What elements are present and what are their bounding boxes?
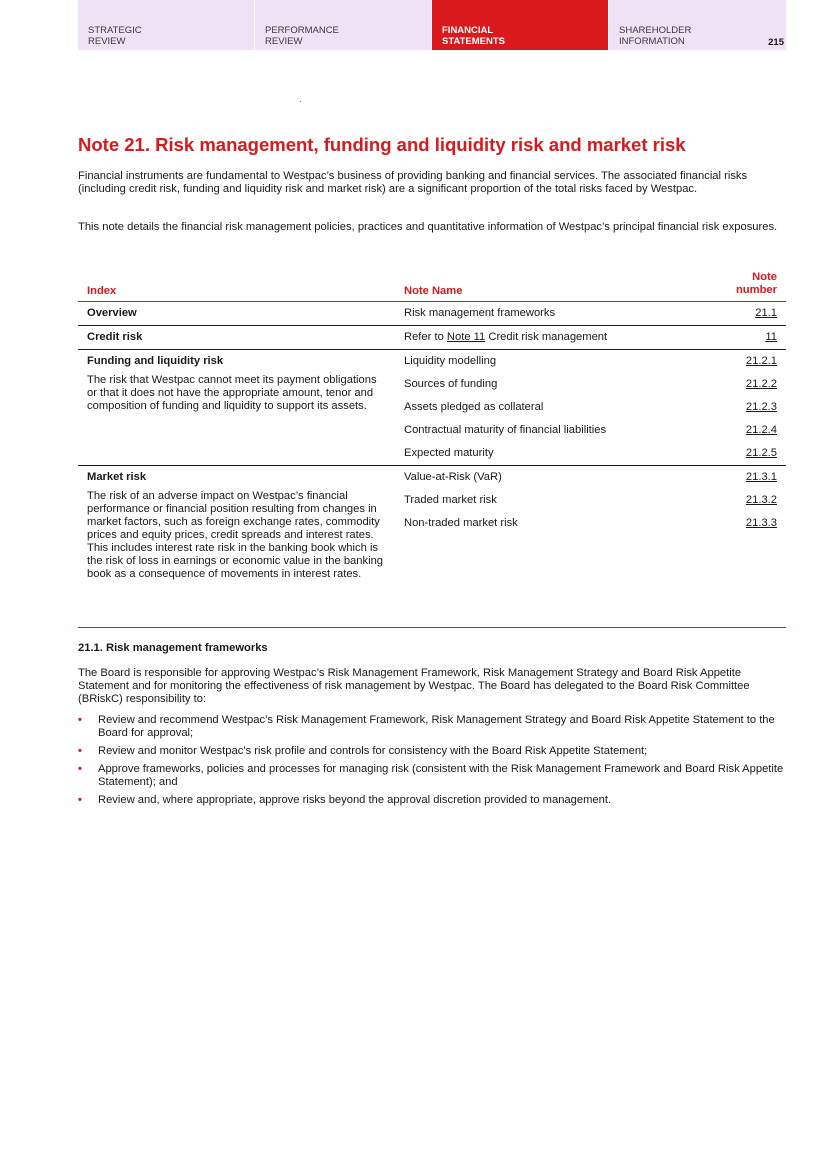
stray-dot: [300, 101, 301, 102]
table-group-funding-liquidity: [78, 350, 786, 466]
list-item: [78, 714, 786, 740]
tab-label-line2: REVIEW: [265, 36, 303, 47]
note-number-link[interactable]: 11: [765, 331, 777, 343]
tab-label-line2: INFORMATION: [619, 36, 685, 47]
tab-financial-statements[interactable]: [432, 0, 609, 50]
row-title: Funding and liquidity risk: [87, 355, 224, 367]
table-row: [404, 419, 786, 442]
table-group-market-risk: [78, 466, 786, 628]
note-name: Non-traded market risk: [404, 517, 518, 529]
list-item-text: Review and monitor Westpac’s risk profile and controls for consistency with the Board Risk Appetite Statement;: [98, 745, 648, 757]
header-index: Index: [87, 285, 117, 297]
table-row-overview: [78, 302, 786, 326]
row-title: Credit risk: [87, 331, 143, 343]
tab-label-line1: PERFORMANCE: [265, 25, 339, 36]
intro-paragraph-2: This note details the financial risk management policies, practices and quantitative information of Westpac’s principal financial risk exposures.: [78, 221, 778, 233]
list-item: [78, 745, 786, 758]
note-name: Risk management frameworks: [404, 307, 556, 319]
note-name: Liquidity modelling: [404, 355, 497, 367]
table-row: [404, 326, 786, 349]
note-name: Contractual maturity of financial liabilities: [404, 424, 607, 436]
index-table: [78, 268, 786, 628]
tab-performance-review[interactable]: [255, 0, 432, 50]
responsibility-list: [78, 714, 786, 812]
bullet-icon: •: [78, 794, 82, 806]
row-description: The risk that Westpac cannot meet its payment obligations or that it does not have the appropriate amount, tenor and composition of funding and liquidity to support its assets.: [87, 374, 377, 412]
note-name: Expected maturity: [404, 447, 494, 459]
note-name: Value-at-Risk (VaR): [404, 471, 502, 483]
page-number: 215: [768, 37, 784, 48]
header-note-name: Note Name: [404, 285, 463, 297]
note-number-link[interactable]: 21.2.3: [745, 401, 777, 413]
list-item-text: Review and, where appropriate, approve risks beyond the approval discretion provided to management.: [98, 794, 612, 806]
note-number-link[interactable]: 21.2.4: [745, 424, 777, 436]
note-number-link[interactable]: 21.3.1: [745, 471, 777, 483]
row-description: The risk of an adverse impact on Westpac’s financial performance or financial position resulting from changes in market factors, such as foreign exchange rates, commodity prices and equity prices, credit spreads and interest rates. This includes interest rate risk in the banking book which is the risk of loss in earnings or economic value in the banking book as a consequence of movements in interest rates.: [87, 490, 384, 580]
header-note-number-line2: number: [735, 284, 777, 296]
table-header: [78, 268, 786, 302]
note-name-suffix: Credit risk management: [485, 331, 608, 343]
list-item: [78, 763, 786, 789]
row-title: Market risk: [87, 471, 147, 483]
list-item: [78, 794, 786, 807]
intro-paragraph-1: Financial instruments are fundamental to Westpac’s business of providing banking and financial services. The associated financial risks (including credit risk, funding and liquidity risk and market risk) are a significant proportion of the total risks faced by Westpac.: [78, 170, 748, 195]
tab-label-line1: SHAREHOLDER: [619, 25, 692, 36]
bullet-icon: •: [78, 745, 82, 757]
note-name: Sources of funding: [404, 378, 498, 390]
tab-strategic-review[interactable]: [78, 0, 255, 50]
table-row: [404, 302, 786, 325]
tab-shareholder-information[interactable]: [609, 0, 786, 50]
note-number-link[interactable]: 21.2.1: [745, 355, 777, 367]
note-number-link[interactable]: 21.3.2: [745, 494, 777, 506]
header-note-number: [736, 271, 777, 297]
header-note-number-line1: Note: [752, 271, 777, 283]
row-title: Overview: [87, 307, 137, 319]
bullet-icon: •: [78, 714, 82, 726]
note-name: [404, 326, 607, 349]
section-paragraph: The Board is responsible for approving Westpac’s Risk Management Framework, Risk Management Strategy and Board Risk Appetite Statement and for monitoring the effectiveness of risk management by Westpac. The Board has delegated to the Board Risk Committee (BRiskC) responsibility to:: [78, 667, 750, 705]
table-row: [404, 373, 786, 396]
table-row: [404, 489, 786, 512]
table-row: [404, 466, 786, 489]
table-row: [404, 350, 786, 373]
list-item-text: Review and recommend Westpac’s Risk Management Framework, Risk Management Strategy and Board Risk Appetite Statement to the Board for approval;: [98, 714, 775, 739]
note-number-link[interactable]: 21.2.5: [745, 447, 777, 459]
tab-label-line1: FINANCIAL: [442, 25, 494, 36]
tab-label-line2: STATEMENTS: [442, 36, 505, 47]
section-heading: 21.1. Risk management frameworks: [78, 642, 268, 654]
note-number-link[interactable]: 21.1: [755, 307, 777, 319]
table-row: [404, 396, 786, 419]
page-title: Note 21. Risk management, funding and liquidity risk and market risk: [78, 134, 686, 155]
tab-label-line2: REVIEW: [88, 36, 126, 47]
table-row: [404, 512, 786, 535]
list-item-text: Approve frameworks, policies and processes for managing risk (consistent with the Risk Management Framework and Board Risk Appetite Statement); and: [98, 763, 784, 788]
tab-label-line1: STRATEGIC: [88, 25, 142, 36]
note-number-link[interactable]: 21.3.3: [745, 517, 777, 529]
note-name: Traded market risk: [404, 494, 497, 506]
bullet-icon: •: [78, 763, 82, 775]
table-row-credit-risk: [78, 326, 786, 350]
section-nav: [78, 0, 786, 50]
table-row: [404, 442, 786, 465]
note-name-prefix: Refer to: [404, 331, 447, 343]
note-11-link[interactable]: Note 11: [446, 331, 486, 343]
note-name: Assets pledged as collateral: [404, 401, 544, 413]
note-number-link[interactable]: 21.2.2: [745, 378, 777, 390]
